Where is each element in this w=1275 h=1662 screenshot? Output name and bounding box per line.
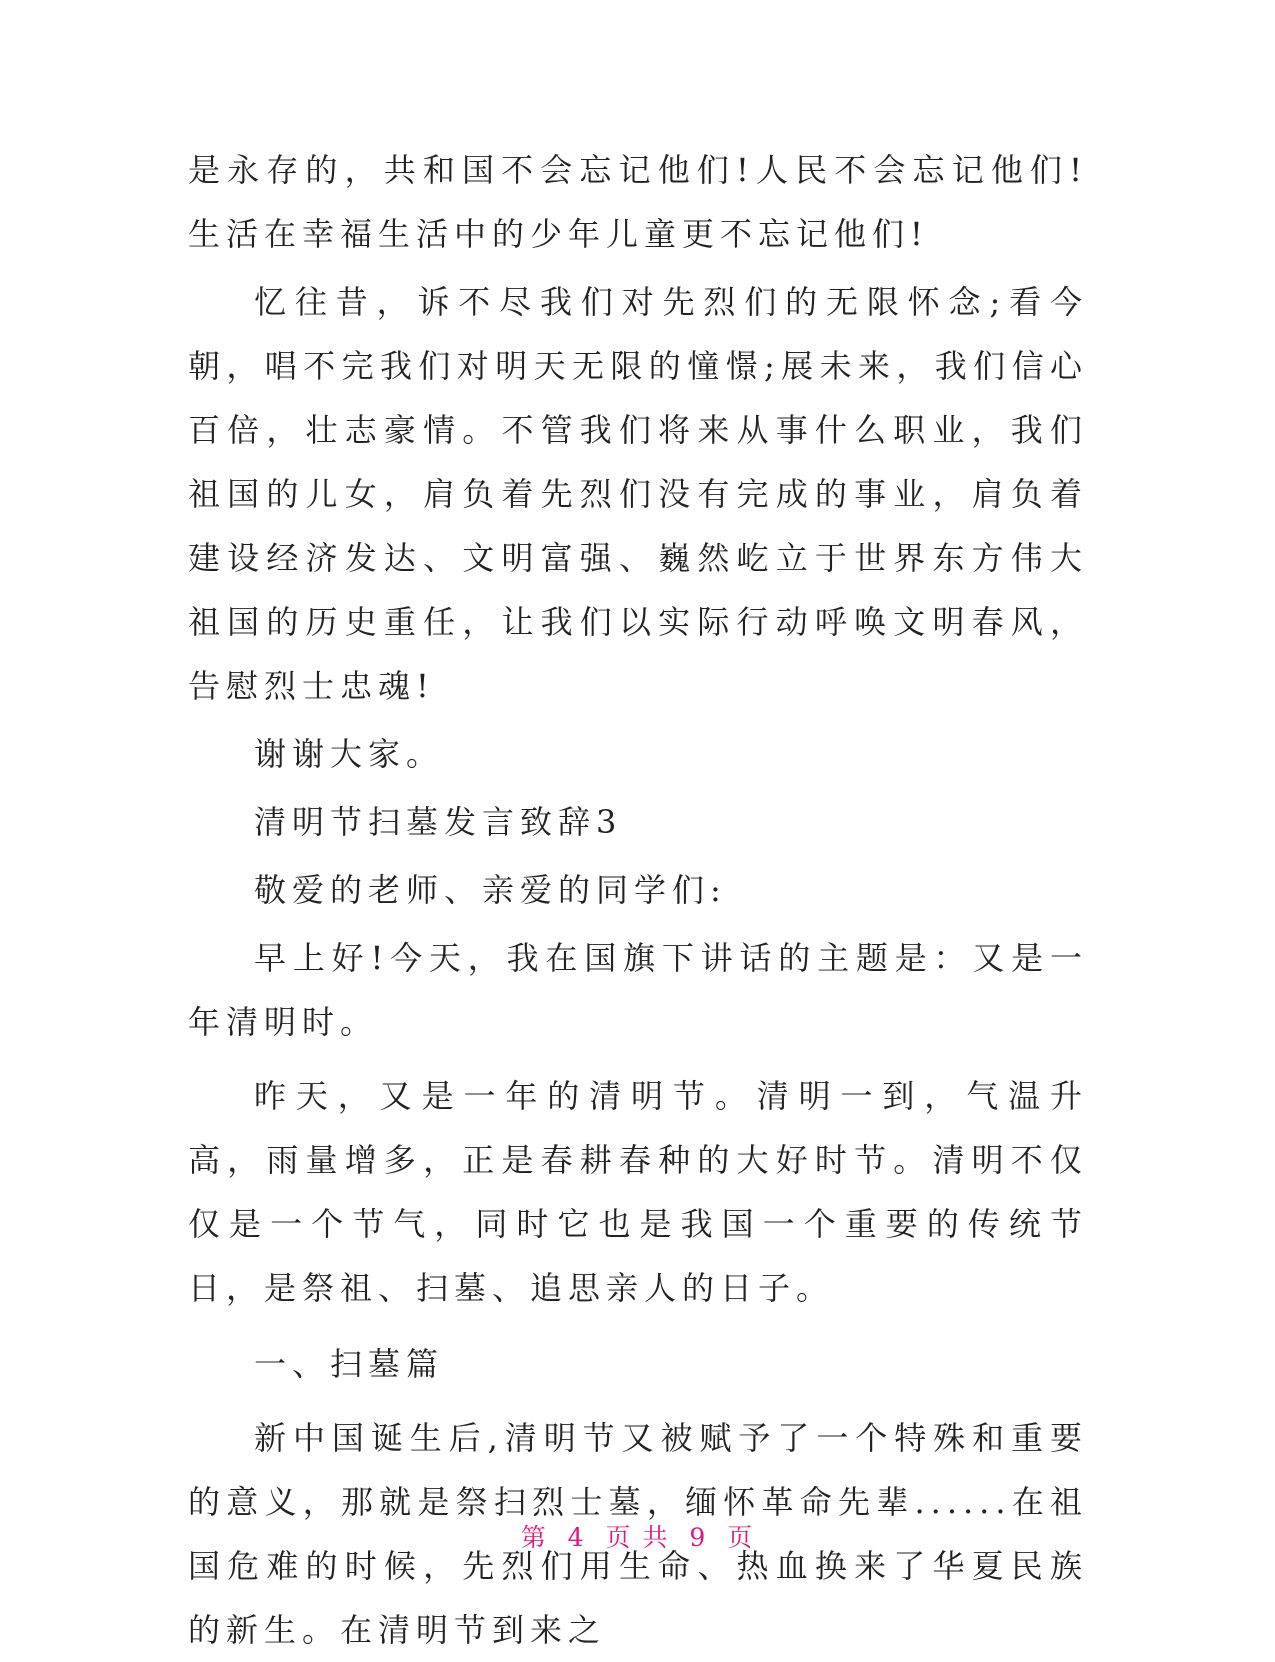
- footer-middle: 页 共: [605, 1523, 670, 1552]
- footer-current-page: 4: [567, 1523, 586, 1552]
- footer-total-pages: 9: [689, 1523, 708, 1552]
- paragraph-thanks: 谢谢大家。: [254, 735, 445, 773]
- paragraph-qingming-intro: 昨天，又是一年的清明节。清明一到，气温升高，雨量增多，正是春耕春种的大好时节。清明不仅仅是一个节气，同时它也是我国一个重要的传统节日，是祭祖、扫墓、追思亲人的日子。: [188, 1077, 1088, 1307]
- paragraph-greeting: 早上好!今天，我在国旗下讲话的主题是：又是一年清明时。: [188, 939, 1088, 1041]
- document-body: [188, 138, 1088, 1662]
- footer-suffix: 页: [727, 1523, 755, 1552]
- footer-prefix: 第: [520, 1523, 548, 1552]
- paragraph-reflection: 忆往昔，诉不尽我们对先烈们的无限怀念;看今朝，唱不完我们对明天无限的憧憬;展未来，我们信心百倍，壮志豪情。不管我们将来从事什么职业，我们祖国的儿女，肩负着先烈们没有完成的事业，肩负着建设经济发达、文明富强、巍然屹立于世界东方伟大祖国的历史重任，让我们以实际行动呼唤文明春风，告慰烈士忠魂!: [188, 283, 1088, 705]
- section-heading-tomb-sweeping: 一、扫墓篇: [254, 1345, 445, 1383]
- page-footer: [0, 1523, 1275, 1553]
- paragraph-salutation: 敬爱的老师、亲爱的同学们:: [254, 871, 727, 909]
- paragraph-new-china: 新中国诞生后,清明节又被赋予了一个特殊和重要的意义，那就是祭扫烈士墓，缅怀革命先辈......在祖国危难的时候，先烈们用生命、热血换来了华夏民族的新生。在清明节到来之: [188, 1419, 1088, 1649]
- section-title: 清明节扫墓发言致辞3: [254, 803, 623, 841]
- paragraph-continuation: 是永存的，共和国不会忘记他们!人民不会忘记他们!生活在幸福生活中的少年儿童更不忘记他们!: [188, 151, 1088, 253]
